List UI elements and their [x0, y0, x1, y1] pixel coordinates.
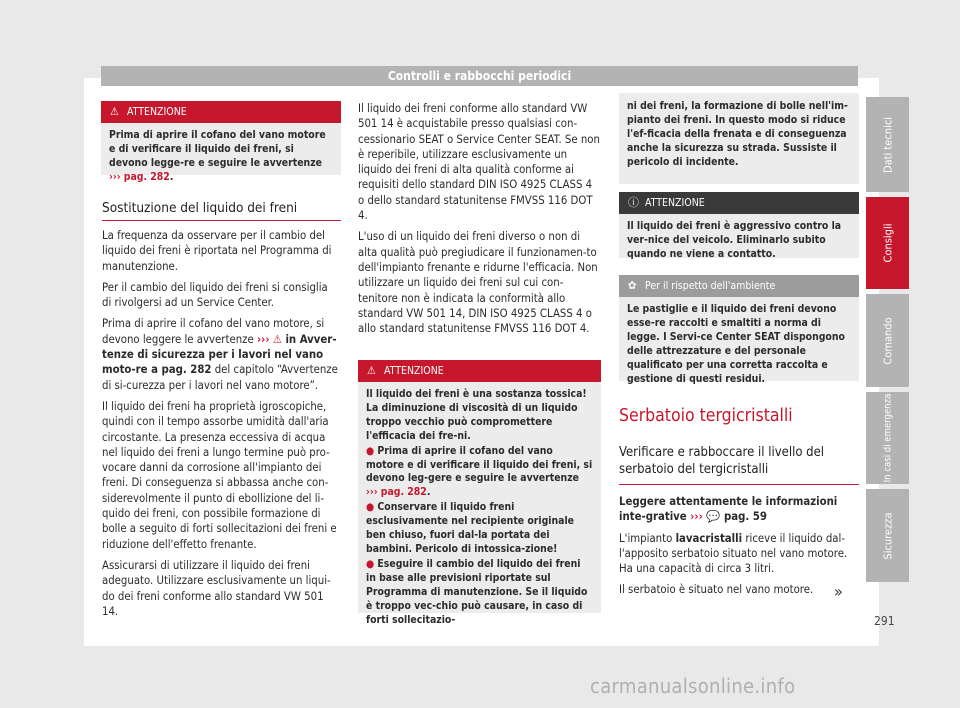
bullet-icon: ●: [366, 501, 378, 514]
bullet-icon: ●: [366, 444, 378, 457]
environment-box-body: Le pastiglie e il liquido dei freni devono esse-re raccolti e smaltiti a norma di legge. I Servi-ce Center SEAT dispongono delle attrezzature e del personale qualificato per una corretta raccolta e gestione di questi residui.: [627, 303, 845, 385]
page-reference-link[interactable]: pag. 59: [720, 510, 767, 524]
notice-box-heading: ⓘ ATTENZIONE: [619, 192, 859, 214]
paragraph: La frequenza da osservare per il cambio del liquido dei freni è riportata nel Programma di manutenzione.: [102, 229, 332, 273]
warning-triangle-icon: ⚠: [110, 105, 119, 118]
warning-box-body: Prima di aprire il cofano del vano motore e di verificare il liquido dei freni, si devono legge-re e seguire le avvertenze ››› pag. 282.: [109, 129, 326, 183]
tab-dati-tecnici[interactable]: Dati tecnici: [866, 97, 909, 192]
warning-box-top: [101, 101, 341, 183]
warning-box-continued: [619, 93, 859, 184]
environment-box: [619, 275, 859, 385]
section-title-rule: [102, 220, 341, 221]
section-title: Sostituzione del liquido dei freni: [102, 200, 298, 216]
column-2: [358, 101, 601, 342]
running-header: Controlli e rabbocchi periodici: [101, 66, 858, 86]
column-1: [102, 228, 340, 625]
paragraph: L'impianto lavacristalli riceve il liquido dal-l'apposito serbatoio situato nel vano motore. Ha una capacità di circa 3 litri.: [619, 531, 848, 576]
notice-box-body: Il liquido dei freni è aggressivo contro la ver-nice del veicolo. Eliminarlo subito quando ne viene a contatto.: [627, 220, 842, 260]
paragraph: Il serbatoio è situato nel vano motore.: [619, 583, 814, 597]
column-3: [619, 494, 861, 604]
info-bubble-icon: 💬: [706, 510, 721, 524]
warning-intro: Il liquido dei freni è una sostanza tossica! La diminuzione di viscosità di un liquido troppo vecchio può compromettere l'efficacia dei fre-ni.: [366, 388, 587, 442]
notice-circle-icon: ⓘ: [628, 196, 639, 209]
bullet-item: ● Eseguire il cambio del liquido dei freni in base alle previsioni riportate sul Programma di manutenzione. Se il liquido è troppo vec-chio può causare, in caso di forti sollecitazio-: [366, 557, 588, 626]
warning-box-heading: ⚠ ATTENZIONE: [358, 360, 601, 382]
bullet-item: ● Prima di aprire il cofano del vano motore e di verificare il liquido dei freni, si devono leg-gere e seguire le avvertenze ››› pag. 282.: [366, 444, 593, 499]
warning-box-heading: ⚠ ATTENZIONE: [101, 101, 341, 123]
continue-arrow-icon: »: [834, 582, 843, 601]
notice-box: [619, 192, 859, 258]
page-reference-link[interactable]: ››› pag. 282: [109, 170, 170, 183]
environment-box-heading: ✿ Per il rispetto dell'ambiente: [619, 275, 859, 297]
paragraph: L'uso di un liquido dei freni diverso o non di alta qualità può pregiudicare il funzionamen-to dell'impianto frenante e ridurne l'efficacia. Non utilizzare un liquido dei freni sul cui con-tenitore non è indicata la conformità allo standard VW 501 14, DIN ISO 4925 CLASS 4 o allo standard statunitense FMVSS 116 DOT 4.: [358, 230, 598, 336]
paragraph: Il liquido dei freni conforme allo standard VW 501 14 è acquistabile presso qualsiasi con-cessionario SEAT o Service Center SEAT. Se non è reperibile, utilizzare esclusivamente un liquido dei freni di alta qualità conforme ai requisiti dello standard DIN ISO 4925 CLASS 4 o dello standard statunitense FMVSS 116 DOT 4.: [358, 102, 600, 223]
paragraph: Leggere attentamente le informazioni inte-grative ››› 💬 pag. 59: [619, 495, 838, 524]
page-number: 291: [874, 614, 895, 628]
section-title-rule: [619, 484, 859, 485]
paragraph: Per il cambio del liquido dei freni si consiglia di rivolgersi ad un Service Center.: [102, 280, 328, 310]
paragraph: Il liquido dei freni ha proprietà igroscopiche, quindi con il tempo assorbe umidità dall'aria circostante. La presenza eccessiva di acqua nel liquido dei freni a lungo termine può pro-vocare danni da corrosione all'impianto dei freni. Di conseguenza si abbassa anche con-siderevolmente il punto di ebollizione del li-quido dei freni, con possibile formazione di bolle a seguito di forti sollecitazioni dei freni e riduzione dell'effetto frenante.: [102, 399, 337, 551]
tab-consigli[interactable]: Consigli: [866, 197, 909, 289]
warning-box-body: [358, 382, 601, 636]
warning-triangle-icon: ⚠: [272, 332, 282, 346]
chapter-title: Serbatoio tergicristalli: [619, 406, 793, 426]
reference-arrows[interactable]: ›››: [256, 332, 270, 346]
warning-box-body: ni dei freni, la formazione di bolle nell'im-pianto dei freni. In questo modo si riduce l'ef-ficacia della frenata e di conseguenza anche la sicurezza su strada. Sussiste il pericolo di incidente.: [627, 100, 848, 168]
tab-comando[interactable]: Comando: [866, 294, 909, 387]
bullet-item: ● Conservare il liquido freni esclusivamente nel recipiente originale ben chiuso, fuori dal-la portata dei bambini. Pericolo di intossica-zione!: [366, 501, 575, 555]
warning-box-middle: [358, 360, 601, 626]
tab-in-casi-di-emergenza[interactable]: In casi di emergenza: [866, 392, 909, 484]
warning-triangle-icon: ⚠: [367, 364, 376, 377]
section-title: Verificare e rabboccare il livello del serbatoio del tergicristalli: [619, 445, 825, 477]
safety-reference[interactable]: in Avver-tenze di sicurezza per i lavori nel vano moto-re a pag. 282: [102, 332, 337, 377]
paragraph: Assicurarsi di utilizzare il liquido dei freni adeguato. Utilizzare esclusivamente un liqui-do dei freni conforme allo standard VW 501 14.: [102, 558, 331, 618]
bullet-icon: ●: [366, 557, 378, 570]
watermark: carmanualsonline.info: [590, 674, 796, 698]
reference-arrows[interactable]: ›››: [690, 510, 703, 524]
paragraph: Prima di aprire il cofano del vano motore, si devono leggere le avvertenze ››› ⚠ in Avver-tenze di sicurezza per i lavori nel vano moto-re a pag. 282 del capitolo “Avvertenze di si-curezza per i lavori nel vano motore”.: [102, 317, 338, 392]
tab-sicurezza[interactable]: Sicurezza: [866, 489, 909, 582]
page-reference-link[interactable]: ››› pag. 282: [366, 486, 427, 499]
environment-flower-icon: ✿: [628, 279, 637, 292]
